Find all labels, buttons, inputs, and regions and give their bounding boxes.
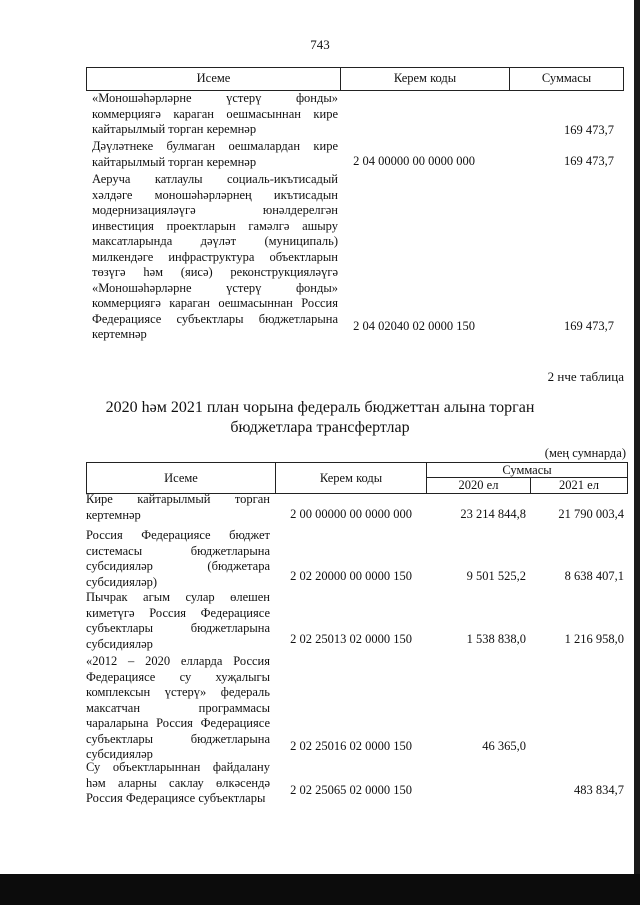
table-2-row-1-2021: 21 790 003,4: [558, 507, 624, 521]
heading-line-2: бюджетлара трансфертлар: [230, 419, 410, 436]
table-2-row-1-name: Кире кайтарылмый торган кертемнәр: [86, 492, 270, 522]
table-1-row-3-sum: 169 473,7: [564, 319, 614, 333]
table-1-header: [86, 67, 624, 91]
unit-note: (мең сумнарда): [544, 446, 626, 460]
table-2-row-3-2020: 1 538 838,0: [466, 632, 526, 646]
table-2-row-1-2020: 23 214 844,8: [460, 507, 526, 521]
table-1-row-1-name: «Моношәһәрләрне үстерү фонды» коммерциягә караган оешмасыннан кире кайтарылмый торган керемнәр: [92, 91, 338, 136]
heading-line-1: 2020 һәм 2021 план чорына федераль бюджеттан алына торган: [105, 399, 535, 416]
table-label: 2 нче таблица: [547, 369, 624, 384]
table-2-row-2-code: 2 02 20000 00 0000 150: [290, 569, 412, 583]
table-2-header: [86, 462, 628, 494]
header-sum: Суммасы: [541, 71, 592, 85]
header-2020: 2020 ел: [458, 478, 499, 492]
table-2-row-2-2020: 9 501 525,2: [466, 569, 526, 583]
table-2: [86, 462, 628, 852]
header-name: Исеме: [196, 71, 231, 85]
table-2-row-3-2021: 1 216 958,0: [564, 632, 624, 646]
table-1-row-3-code: 2 04 02040 02 0000 150: [353, 319, 475, 333]
table-2-row-2-2021: 8 638 407,1: [564, 569, 624, 583]
header-name: Исеме: [164, 471, 198, 485]
scan-edge-right: [634, 0, 640, 905]
table-2-row-4-2020: 46 365,0: [482, 739, 526, 753]
table-2-row-3-code: 2 02 25013 02 0000 150: [290, 632, 412, 646]
header-code: Керем коды: [319, 471, 383, 485]
table-2-row-3-name: Пычрак агым сулар өлешен киметүгә Россия Федерациясе субъектлары бюджетларына субсидияләр: [86, 590, 270, 651]
table-2-row-1-code: 2 00 00000 00 0000 000: [290, 507, 412, 521]
table-2-row-5-name: Су объектларыннан файдалану һәм аларны саклау өлкәсендә Россия Федерациясе субъектлары: [86, 760, 270, 805]
table-2-row-4-name: «2012 – 2020 елларда Россия Федерациясе су хуҗалыгы комплексын үстерү» федераль максатчан программасы чараларына Россия Федерациясе субъектлары бюджетларына субсидияләр: [86, 654, 270, 761]
page-number: 743: [310, 37, 330, 52]
table-1-row-2-name: Дәүләтнеке булмаган оешмалардан кире кайтарылмый торган керемнәр: [92, 139, 338, 169]
table-1-row-2-code: 2 04 00000 00 0000 000: [353, 154, 475, 168]
header-code: Керем коды: [393, 71, 457, 85]
table-heading: [60, 398, 580, 438]
table-2-row-5-code: 2 02 25065 02 0000 150: [290, 783, 412, 797]
table-1-row-3-name: Аеруча катлаулы социаль-икътисадый хәлдәге моношәһәрләрнең икътисадын модернизацияләүгә юнәлдерелгән инвестиция проектларын гамәлгә ашыру максатларында дәүләт (муниципаль) милкендәге инфраструктура объектларын төзүгә һәм (яисә) реконструкцияләүгә «Моношәһәрләрне үстерү фонды» коммерциягә караган оешмасыннан Россия Федерациясе субъектлары бюджетларына кертемнәр: [92, 172, 338, 341]
table-1-row-2-sum: 169 473,7: [564, 154, 614, 168]
table-1: [86, 67, 624, 347]
table-2-row-2-name: Россия Федерациясе бюджет системасы бюджетларына субсидияләр (бюджетара субсидияләр): [86, 528, 270, 589]
header-sums: Суммасы: [502, 463, 552, 477]
table-2-row-5-2021: 483 834,7: [574, 783, 624, 797]
scan-edge-bottom: [0, 874, 640, 905]
table-1-row-1-sum: 169 473,7: [564, 123, 614, 137]
header-2021: 2021 ел: [559, 478, 599, 492]
table-2-row-4-code: 2 02 25016 02 0000 150: [290, 739, 412, 753]
